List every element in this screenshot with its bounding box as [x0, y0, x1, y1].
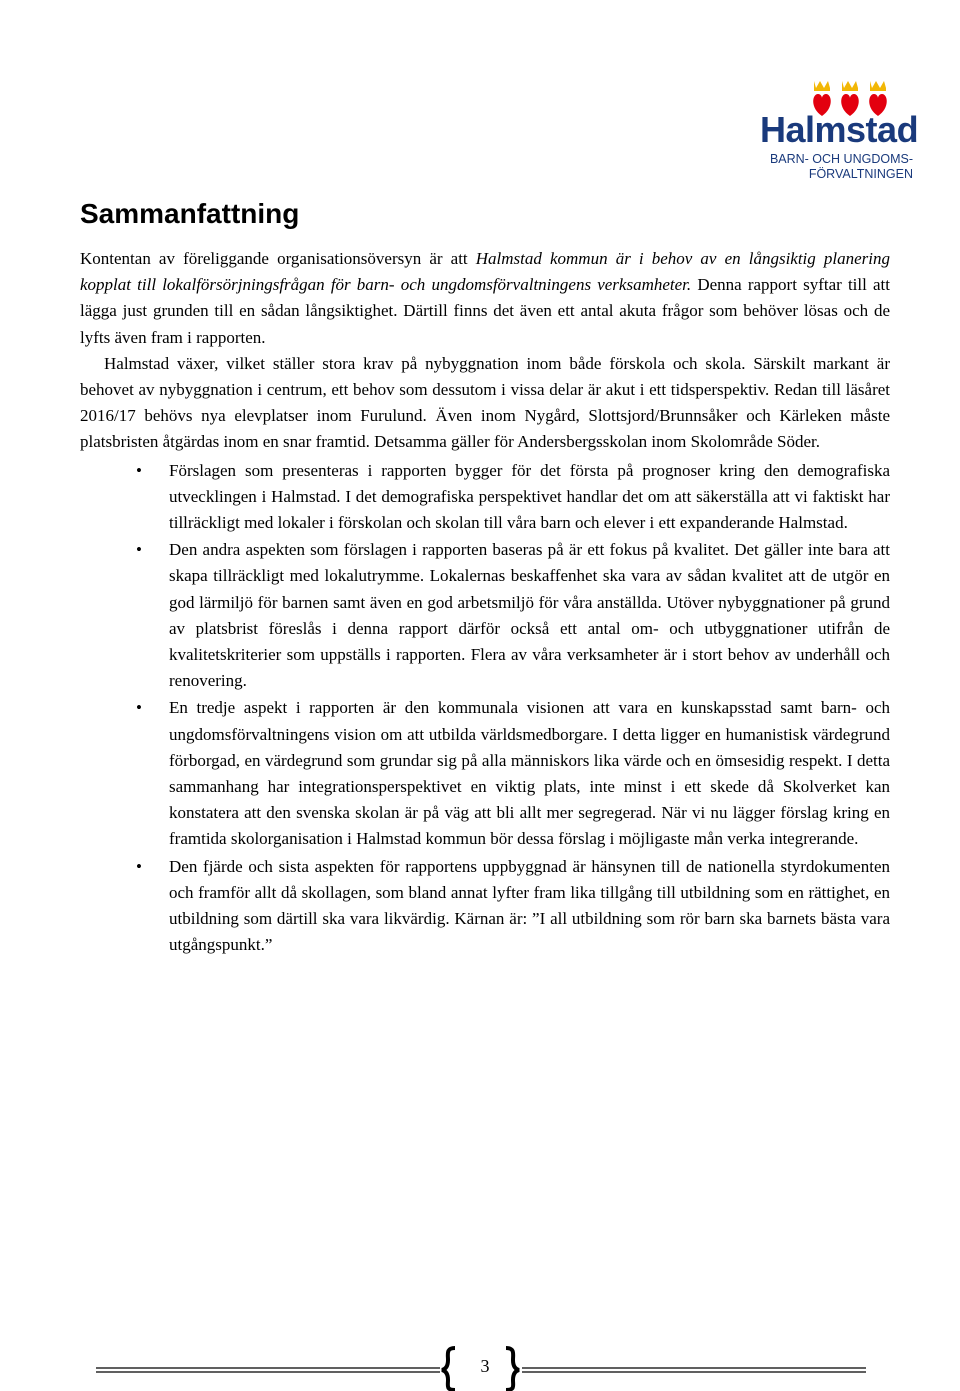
document-body: [80, 246, 890, 959]
page-footer: [0, 1340, 960, 1391]
logo-dept-line2: FÖRVALTNINGEN: [808, 167, 913, 181]
list-item: [80, 695, 890, 852]
paragraph-intro: [80, 246, 890, 351]
list-item-text: Den andra aspekten som förslagen i rapporten baseras på är ett fokus på kvalitet. Det gäller inte bara att skapa tillräckligt med lokalutrymme. Lokalernas beskaffenhet ska vara av sådan kvalitet att de utgör en god lärmiljö för barnen samt även en god arbetsmiljö för våra anställda. Utöver nybyggnationer på grund av platsbrist föreslås i denna rapport därför också ett antal om- och utbyggnationer utifrån de kvalitetskriterier som uppställs i rapporten. Flera av våra verksamheter är i stort behov av underhåll och renovering.: [169, 540, 890, 691]
bullet-list: [80, 458, 890, 959]
list-item: [80, 854, 890, 959]
halmstad-logo: [752, 78, 922, 184]
list-item: [80, 458, 890, 537]
page-title: Sammanfattning: [80, 198, 300, 229]
bullet-marker: •: [136, 856, 142, 876]
bullet-marker: •: [136, 460, 142, 480]
page-number: 3: [480, 1356, 490, 1376]
logo-dept-line1: BARN- OCH UNGDOMS-: [769, 152, 913, 166]
bullet-marker: •: [136, 698, 142, 718]
list-item-text: En tredje aspekt i rapporten är den kommunala visionen att vara en kunskapsstad samt barn- och ungdomsförvaltningens vision om att utbilda världsmedborgare. I detta ligger en humanistisk värdegrund förborgad, en värdegrund som grundar sig på alla människors lika värde och en ömsesidig respekt. I detta sammanhang har integrationsperspektivet en viktig plats, inte minst i ett skede då Skolverket kan konstatera att den svenska skolan är på väg att bli allt mer segregerad. När vi nu lägger förslag kring en framtida skolorganisation i Halmstad kommun bör dessa förslag i möjligaste mån verka integrerande.: [169, 698, 890, 849]
list-item: [80, 537, 890, 694]
paragraph-intro-start: Kontentan av föreliggande organisationsöversyn är att: [80, 249, 476, 268]
logo-wordmark: Halmstad: [760, 109, 919, 150]
paragraph-intro-italic: Halmstad kommun är i behov av en långsiktig planering kopplat till lokalförsörjningsfrågan för barn- och ungdomsförvaltningens verksamheter.: [80, 249, 890, 295]
list-item-text: Den fjärde och sista aspekten för rapportens uppbyggnad är hänsynen till de nationella styrdokumenten och framför allt då skollagen, som bland annat lyfter fram lika tillgång till utbildning som en rättighet, en utbildning som därtill ska vara likvärdig. Kärnan är: ”I all utbildning som rör barn ska barnets bästa vara utgångspunkt.”: [169, 856, 890, 955]
paragraph-intro-end: Denna rapport syftar till att lägga just grunden till en sådan långsiktighet. Därtill finns det även ett antal akuta frågor som behöver lösas och de lyfts även fram i rapporten.: [80, 275, 890, 347]
logo-department: [752, 152, 913, 182]
list-item-text: Förslagen som presenteras i rapporten bygger för det första på prognoser kring den demografiska utvecklingen i Halmstad. I det demografiska perspektivet handlar det om att säkerställa att vi faktiskt har tillräckligt med lokaler i förskolan och skolan till våra barn och elever i ett expanderande Halmstad.: [169, 460, 890, 533]
bullet-marker: •: [136, 540, 142, 560]
paragraph-growth: Halmstad växer, vilket ställer stora krav på nybyggnation inom både förskola och skola. Särskilt markant är behovet av nybyggnation i centrum, ett behov som dessutom i vissa delar är akut i ett tidsperspektiv. Redan till läsåret 2016/17 behövs nya elevplatser inom Furulund. Även inom Nygård, Slottsjord/Brunnsåker och Kärleken måste platsbristen åtgärdas inom en snar framtid. Detsamma gäller för Andersbergsskolan inom Skolområde Söder.: [80, 353, 890, 452]
